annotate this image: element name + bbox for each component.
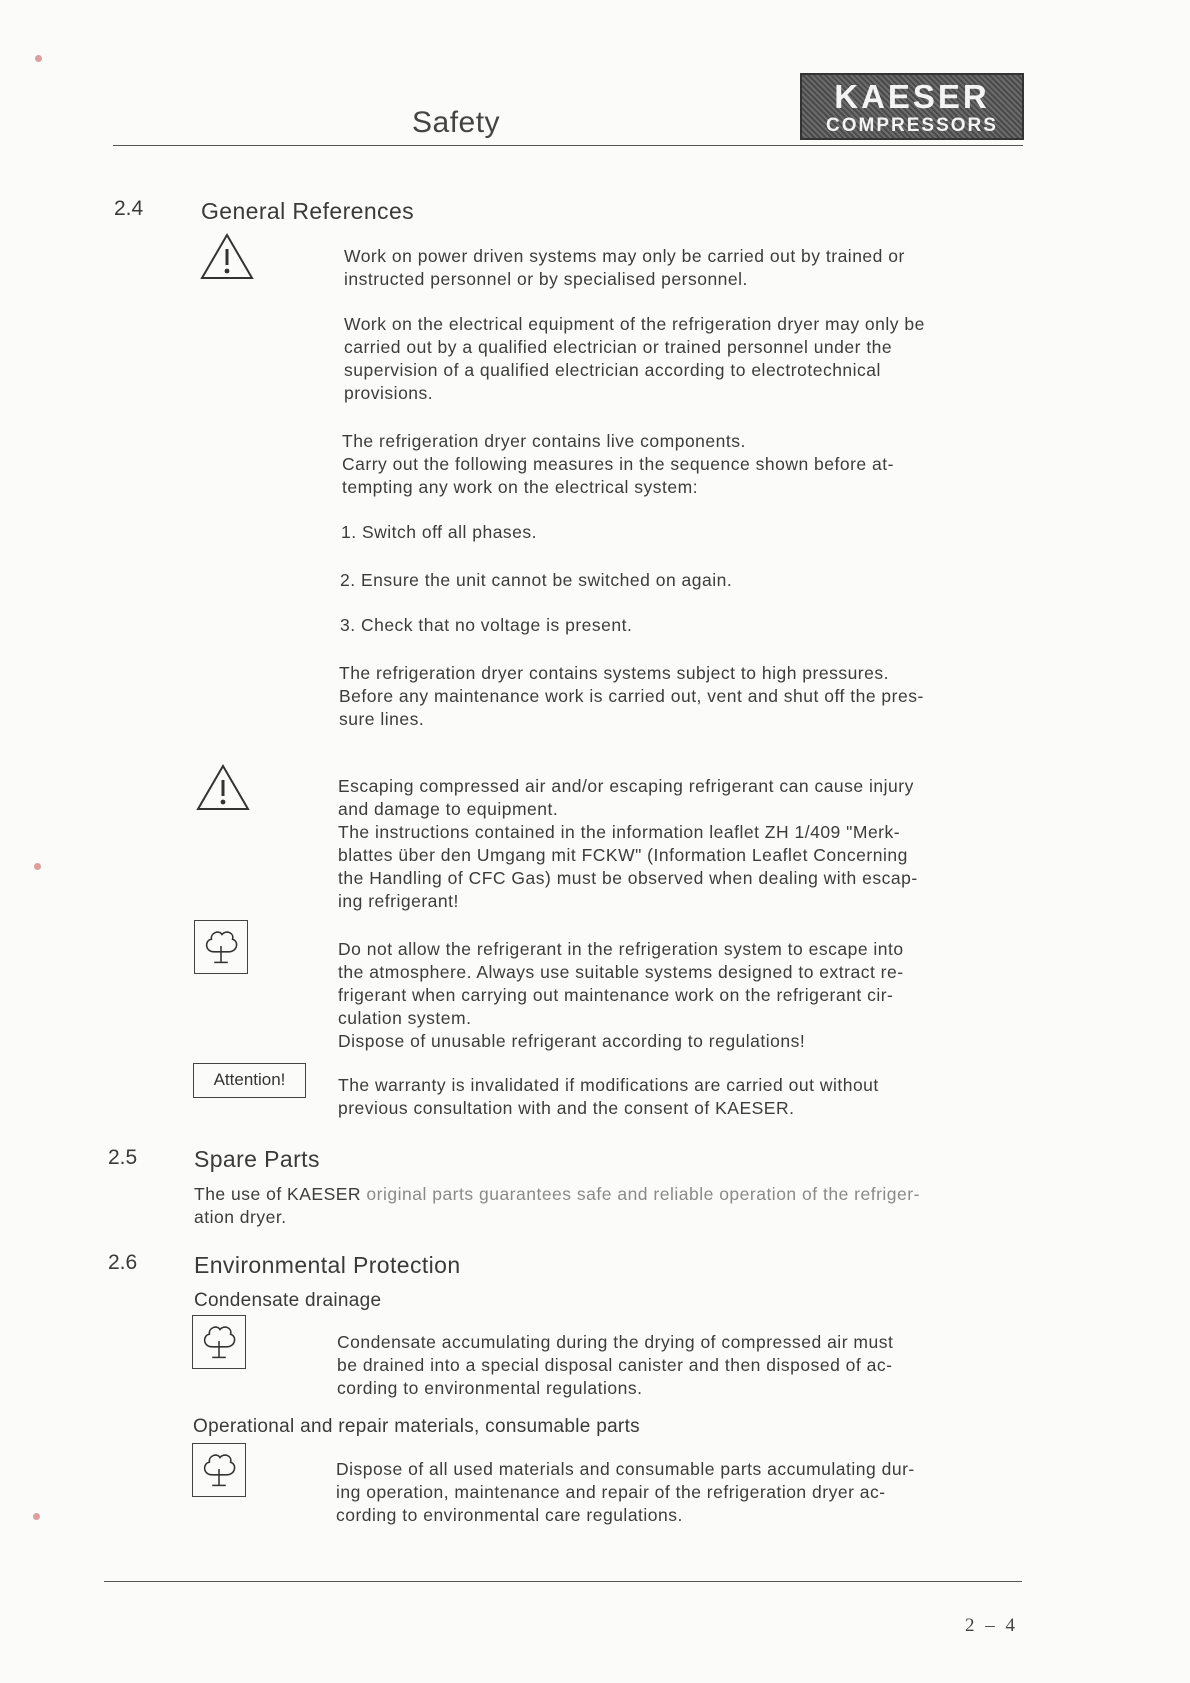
paragraph-consumable-parts: Dispose of all used materials and consumable parts accumulating dur- ing operation, maintenance and repair of the refrigeration dryer ac- cording to environmental care regulations. xyxy=(336,1459,915,1525)
paragraph-refrigerant-atmosphere: Do not allow the refrigerant in the refrigeration system to escape into the atmosphere. Always use suitable systems designed to extract re- frigerant when carrying out maintenance work on the refrigerant cir- culation system. Dispose of unusable refrigerant according to regulations! xyxy=(338,939,904,1051)
section-number-2-4: 2.4 xyxy=(114,197,144,220)
subheading-operational-materials: Operational and repair materials, consumable parts xyxy=(193,1416,640,1437)
attention-label: Attention! xyxy=(193,1063,306,1098)
footer-divider xyxy=(104,1581,1022,1582)
scan-mark xyxy=(35,55,42,62)
paragraph-electrical-equipment: Work on the electrical equipment of the refrigeration dryer may only be carried out by a qualified electrician or trained personnel under the supervision of a qualified electrician according to electrotechnical provisions. xyxy=(344,314,925,403)
tree-icon xyxy=(194,920,248,974)
header-divider xyxy=(113,145,1023,146)
scan-mark xyxy=(34,863,41,870)
section-title-environmental-protection: Environmental Protection xyxy=(194,1252,461,1278)
list-item-step-3: 3. Check that no voltage is present. xyxy=(340,615,633,635)
section-number-2-5: 2.5 xyxy=(108,1146,138,1169)
warning-triangle-icon xyxy=(200,232,254,280)
paragraph-spare-parts-line2: ation dryer. xyxy=(194,1207,287,1227)
subheading-condensate-drainage: Condensate drainage xyxy=(194,1290,382,1311)
page-number: 2 – 4 xyxy=(965,1615,1018,1636)
section-title-spare-parts: Spare Parts xyxy=(194,1146,320,1172)
tree-icon xyxy=(192,1315,246,1369)
list-item-step-1: 1. Switch off all phases. xyxy=(341,522,538,542)
logo-text-bottom: COMPRESSORS xyxy=(826,115,998,136)
paragraph-live-components: The refrigeration dryer contains live components. Carry out the following measures in the sequence shown before at- tempting any work on the electrical system: xyxy=(342,431,894,497)
paragraph-spare-parts xyxy=(194,1183,1014,1206)
kaeser-logo xyxy=(800,73,1024,140)
paragraph-high-pressures: The refrigeration dryer contains systems subject to high pressures. Before any maintenance work is carried out, vent and shut off the pres- sure lines. xyxy=(339,663,924,729)
section-number-2-6: 2.6 xyxy=(108,1251,138,1274)
paragraph-warranty: The warranty is invalidated if modifications are carried out without previous consultation with and the consent of KAESER. xyxy=(338,1075,879,1118)
scan-mark xyxy=(33,1513,40,1520)
spare-parts-text-a: The use of KAESER xyxy=(194,1184,362,1204)
list-item-step-2: 2. Ensure the unit cannot be switched on again. xyxy=(340,570,733,590)
warning-triangle-icon xyxy=(196,763,250,811)
section-title-general-references: General References xyxy=(201,198,415,224)
tree-icon xyxy=(192,1443,246,1497)
paragraph-trained-personnel: Work on power driven systems may only be carried out by trained or instructed personnel or by specialised personnel. xyxy=(344,246,905,289)
paragraph-condensate: Condensate accumulating during the drying of compressed air must be drained into a special disposal canister and then disposed of ac- cording to environmental regulations. xyxy=(337,1332,894,1398)
logo-text-top: KAESER xyxy=(834,78,990,115)
paragraph-escaping-refrigerant: Escaping compressed air and/or escaping refrigerant can cause injury and damage to equipment. The instructions contained in the information leaflet ZH 1/409 "Merk- blattes über den Umgang mit FCKW" (Information Leaflet Concerning the Handling of CFC Gas) must be observed when dealing with escap- ing refrigerant! xyxy=(338,776,918,911)
spare-parts-text-b: original parts guarantees safe and reliable operation of the refriger- xyxy=(361,1184,920,1204)
page-title: Safety xyxy=(412,106,501,139)
